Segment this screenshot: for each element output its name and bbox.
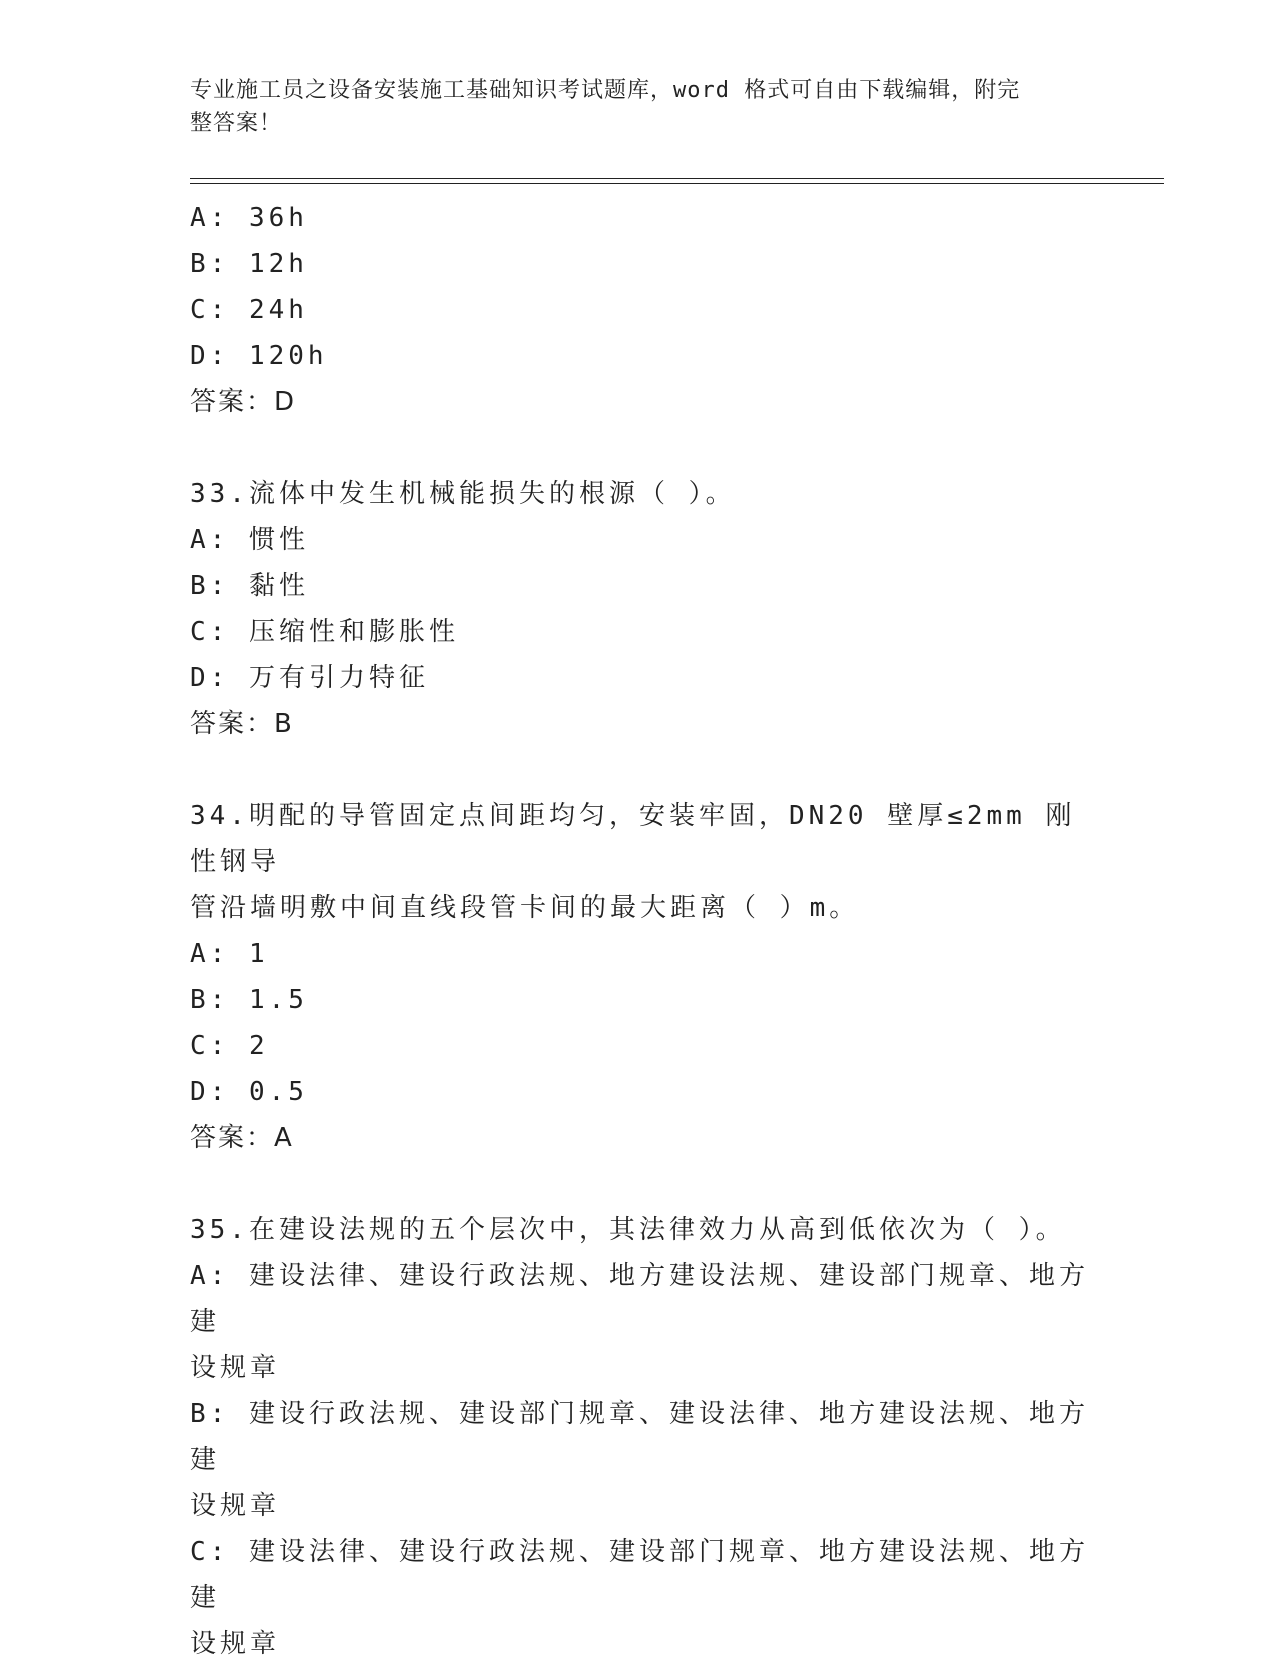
header-line-2: 整答案！ (190, 111, 283, 136)
option-c-line-1: C: 建设法律、建设行政法规、建设部门规章、地方建设法规、地方建 (190, 1537, 1089, 1613)
option-b: B: 黏性 (190, 571, 309, 601)
answer-line: 答案：A (190, 1123, 294, 1153)
option-a: A: 36h (190, 203, 308, 233)
option-d: D: 120h (190, 341, 328, 371)
option-b: B: 1.5 (190, 985, 308, 1015)
question-content (190, 195, 1090, 1667)
answer-line: 答案：B (190, 709, 294, 739)
question-stem-line-1: 34.明配的导管固定点间距均匀，安装牢固，DN20 壁厚≤2mm 刚性钢导 (190, 801, 1076, 877)
option-a: A: 1 (190, 939, 269, 969)
document-header (190, 74, 1090, 140)
option-b: B: 12h (190, 249, 308, 279)
option-c: C: 24h (190, 295, 308, 325)
option-b-line-1: B: 建设行政法规、建设部门规章、建设法律、地方建设法规、地方建 (190, 1399, 1089, 1475)
option-d: D: 万有引力特征 (190, 663, 429, 693)
option-c: C: 2 (190, 1031, 269, 1061)
option-c: C: 压缩性和膨胀性 (190, 617, 459, 647)
header-line-1: 专业施工员之设备安装施工基础知识考试题库，word 格式可自由下载编辑，附完 (190, 78, 1021, 103)
question-stem: 33.流体中发生机械能损失的根源（ ）。 (190, 479, 736, 509)
question-stem-line-2: 管沿墙明敷中间直线段管卡间的最大距离（ ）m。 (190, 893, 860, 923)
question-32 (190, 195, 1090, 425)
question-35 (190, 1207, 1090, 1667)
option-c-line-2: 设规章 (190, 1629, 281, 1659)
header-divider-bottom (190, 183, 1164, 184)
option-a-line-1: A: 建设法律、建设行政法规、地方建设法规、建设部门规章、地方建 (190, 1261, 1089, 1337)
header-divider-top (190, 178, 1164, 179)
option-b-line-2: 设规章 (190, 1491, 281, 1521)
option-a-line-2: 设规章 (190, 1353, 281, 1383)
option-d: D: 0.5 (190, 1077, 308, 1107)
question-stem: 35.在建设法规的五个层次中，其法律效力从高到低依次为（ ）。 (190, 1215, 1066, 1245)
option-a: A: 惯性 (190, 525, 309, 555)
question-34 (190, 793, 1090, 1161)
answer-line: 答案：D (190, 387, 297, 417)
question-33 (190, 471, 1090, 747)
